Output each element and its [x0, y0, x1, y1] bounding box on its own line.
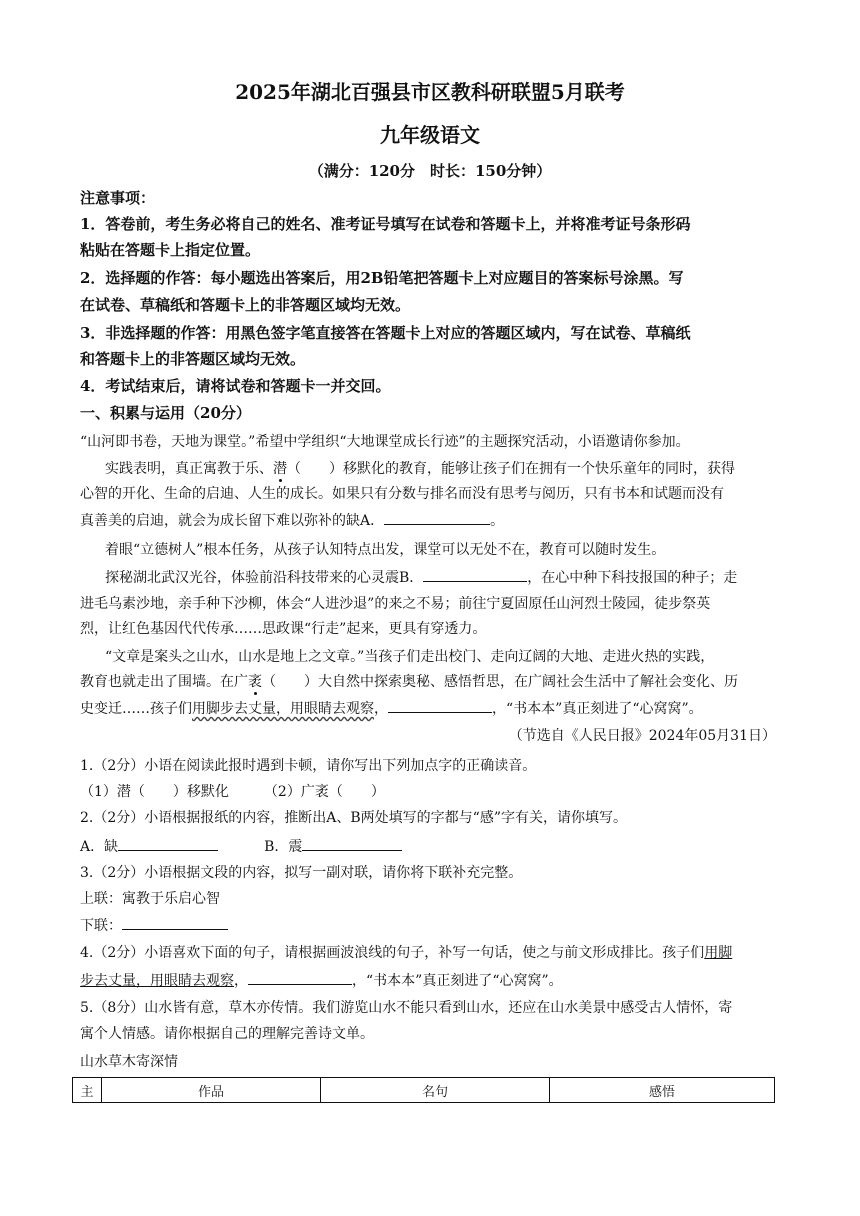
- notice-item-4: 4．考试结束后，请将试卷和答题卡一并交回。: [80, 377, 391, 395]
- question-5-line1: 5.（8分）山水皆有意，草木亦传情。我们游览山水不能只看到山水，还应在山水美景中感受古人情怀，寄: [80, 1000, 733, 1016]
- underlined-text: 用脚: [704, 945, 733, 961]
- passage-text: 实践表明，真正寓教于乐、: [105, 461, 273, 477]
- passage-p1-line1: [105, 459, 809, 479]
- question-text: ，: [234, 973, 248, 989]
- table-header-cell: 作品: [102, 1078, 321, 1103]
- table-header-row: [73, 1078, 775, 1103]
- passage-p4-line2: [80, 672, 784, 692]
- poetry-table: [72, 1077, 775, 1103]
- passage-source: （节选自《人民日报》2024年05月31日）: [508, 728, 776, 744]
- blank-label-b: B．震: [264, 839, 303, 855]
- answer-blank-a[interactable]: [118, 836, 218, 851]
- exam-info: （满分：120分 时长：150分钟）: [308, 162, 552, 180]
- dotted-char: 袤: [248, 674, 262, 690]
- table-header-cell: 主: [73, 1078, 102, 1103]
- passage-p3-line2: 进毛乌素沙地，亲手种下沙柳，体会“人进沙退”的来之不易；前往宁夏固原任山河烈士陵园，徒步祭英: [80, 596, 711, 612]
- notice-item-1b: 粘贴在答题卡上指定位置。: [80, 241, 261, 259]
- notice-item-1a: 1．答卷前，考生务必将自己的姓名、准考证号填写在试卷和答题卡上，并将准考证号条形码: [80, 215, 691, 233]
- passage-p4-line3: [80, 698, 784, 719]
- section-heading: 一、积累与运用（20分）: [80, 404, 251, 422]
- passage-p3-line3: 烈，让红色基因代代传承……思政课“行走”起来，更具有穿透力。: [80, 621, 487, 637]
- passage-text: （ ）大自然中探索奥秘、感悟哲思，在广阔社会生活中了解社会变化、历: [262, 674, 738, 690]
- passage-text: ，: [374, 701, 388, 717]
- passage-text: 真善美的启迪，就会为成长留下难以弥补的缺A．: [80, 513, 385, 529]
- passage-text: （ ）移默化的教育，能够让孩子们在拥有一个快乐童年的同时，获得: [287, 461, 735, 477]
- passage-text: 教育也就走出了围墙。在广: [80, 674, 248, 690]
- question-2: 2.（2分）小语根据报纸的内容，推断出A、B两处填写的字都与“感”字有关，请你填写。: [80, 810, 627, 826]
- couplet-upper: 上联：寓教于乐启心智: [80, 891, 220, 907]
- notice-item-2a: 2．选择题的作答：每小题选出答案后，用2B铅笔把答题卡上对应题目的答案标号涂黑。写: [80, 269, 684, 287]
- passage-p3-line1: [105, 567, 809, 588]
- table-caption: 山水草木寄深情: [80, 1054, 178, 1070]
- couplet-answer-blank[interactable]: [122, 915, 228, 930]
- answer-blank-parallel[interactable]: [248, 970, 352, 985]
- answer-blank-b[interactable]: [302, 836, 402, 851]
- notice-item-3a: 3．非选择题的作答：用黑色签字笔直接答在答题卡上对应的答题区域内，写在试卷、草稿纸: [80, 324, 691, 342]
- passage-text: 史变迁……孩子们: [80, 701, 192, 717]
- table-header-cell: 名句: [321, 1078, 550, 1103]
- question-1: 1.（2分）小语在阅读此报时遇到卡顿，请你写出下列加点字的正确读音。: [80, 758, 537, 774]
- exam-title: 2025年湖北百强县市区教科研联盟5月联考: [235, 80, 625, 104]
- underlined-text: 步去丈量，用眼睛去观察: [80, 973, 234, 989]
- question-text: ，“书本本”真正刻进了“心窝窝”。: [352, 973, 563, 989]
- blank-parallel[interactable]: [388, 698, 492, 713]
- question-3: 3.（2分）小语根据文段的内容，拟写一副对联，请你将下联补充完整。: [80, 865, 523, 881]
- passage-p4-line1: “文章是案头之山水，山水是地上之文章。”当孩子们走出校门、走向辽阔的大地、走进火热的实践，: [105, 649, 715, 665]
- notice-item-3b: 和答题卡上的非答题区域均无效。: [80, 350, 306, 368]
- wavy-underlined-text: 用脚步去丈量，用眼睛去观察: [192, 701, 374, 717]
- dotted-char: 潜: [273, 461, 287, 477]
- couplet-lower: [80, 915, 784, 936]
- question-text: 4.（2分）小语喜欢下面的句子，请根据画波浪线的句子，补写一句话，使之与前文形成排比。孩子们: [80, 945, 705, 961]
- passage-text: ，“书本本”真正刻进了“心窝窝”。: [492, 701, 703, 717]
- notice-item-2b: 在试卷、草稿纸和答题卡上的非答题区域均无效。: [80, 296, 411, 314]
- table-header-cell: 感悟: [550, 1078, 775, 1103]
- intro-text: “山河即书卷，天地为课堂。”希望中学组织“大地课堂成长行迹”的主题探究活动，小语邀请你参加。: [80, 434, 690, 450]
- passage-p1-line2: 心智的开化、生命的启迪、人生的成长。如果只有分数与排名而没有思考与阅历，只有书本和试题而没有: [80, 486, 724, 502]
- passage-text: ，在心中种下科技报国的种子；走: [527, 570, 738, 586]
- blank-label-a: A．缺: [80, 839, 119, 855]
- question-5-line2: 寓个人情感。请你根据自己的理解完善诗文单。: [80, 1026, 374, 1042]
- question-2-blanks: [80, 836, 784, 857]
- question-4-line1: [80, 943, 784, 963]
- couplet-lower-label: 下联：: [80, 918, 122, 934]
- passage-text: 。: [490, 513, 505, 529]
- passage-p1-line3: [80, 510, 784, 531]
- blank-a[interactable]: [384, 510, 490, 525]
- notice-heading: 注意事项：: [80, 189, 156, 207]
- exam-subject: 九年级语文: [380, 123, 480, 147]
- question-4-line2: [80, 970, 784, 991]
- passage-text: 探秘湖北武汉光谷，体验前沿科技带来的心灵震B．: [105, 570, 424, 586]
- question-1-items: （1）潜（ ）移默化 （2）广袤（ ）: [80, 784, 385, 800]
- passage-p2: 着眼“立德树人”根本任务，从孩子认知特点出发，课堂可以无处不在，教育可以随时发生。: [105, 542, 666, 558]
- blank-b[interactable]: [423, 567, 527, 582]
